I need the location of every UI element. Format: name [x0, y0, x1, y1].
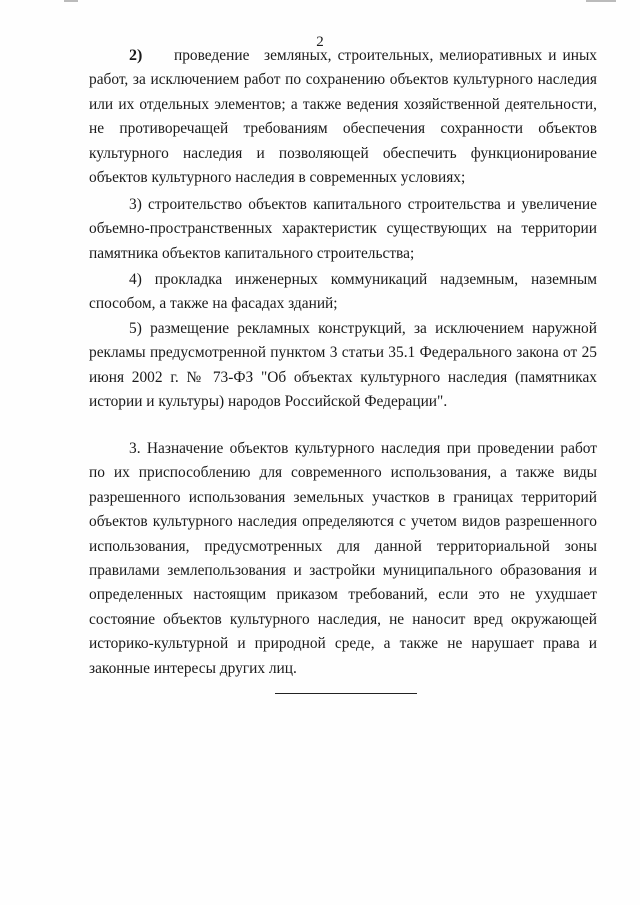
- list-item-4-text: 4) прокладка инженерных коммуникаций надземным, наземным способом, а также на фасадах зданий;: [89, 271, 597, 313]
- list-item-2-text: земляных, строительных, мелиоративных и иных работ, за исключением работ по сохранению объектов культурного наследия или их отдельных элементов; а также ведения хозяйственной деятельности, не противоречащей требованиям обеспечения сохранности объектов культурного наследия и позволяющей обеспечить функционирование объектов культурного наследия в современных условиях;: [89, 47, 597, 187]
- list-item-2-lead-word: проведение: [174, 47, 250, 64]
- section-3-paragraph: [89, 437, 597, 681]
- list-item-3: [89, 193, 597, 266]
- list-item-2: [89, 44, 597, 190]
- list-item-3-text: 3) строительство объектов капитального строительства и увеличение объемно-пространственных характеристик существующих на территории памятника объектов капитального строительства;: [89, 196, 597, 262]
- scan-edge-mark-right: [586, 0, 616, 2]
- list-item-2-number: 2): [129, 47, 143, 64]
- scan-edge-mark-left: [64, 0, 78, 2]
- list-item-5-text: 5) размещение рекламных конструкций, за исключением наружной рекламы предусмотренной пунктом 3 статьи 35.1 Федерального закона от 25 июня 2002 г. № 73-ФЗ "Об объектах культурного наследия (памятниках истории и культуры) народов Российской Федерации".: [89, 320, 597, 411]
- end-of-text-divider: [275, 693, 417, 694]
- section-3-text: 3. Назначение объектов культурного наследия при проведении работ по их приспособлению для современного использования, а также виды разрешенного использования земельных участков в границах территорий объектов культурного наследия определяются с учетом видов разрешенного использования, предусмотренных для данной территориальной зоны правилами землепользования и застройки муниципального образования и определенных настоящим приказом требований, если это не ухудшает состояние объектов культурного наследия, не наносит вред окружающей историко-культурной и природной среде, а также не нарушает права и законные интересы других лиц.: [89, 440, 597, 677]
- list-item-4: [89, 268, 597, 317]
- page-number: 2: [316, 34, 324, 50]
- list-item-5: [89, 317, 597, 415]
